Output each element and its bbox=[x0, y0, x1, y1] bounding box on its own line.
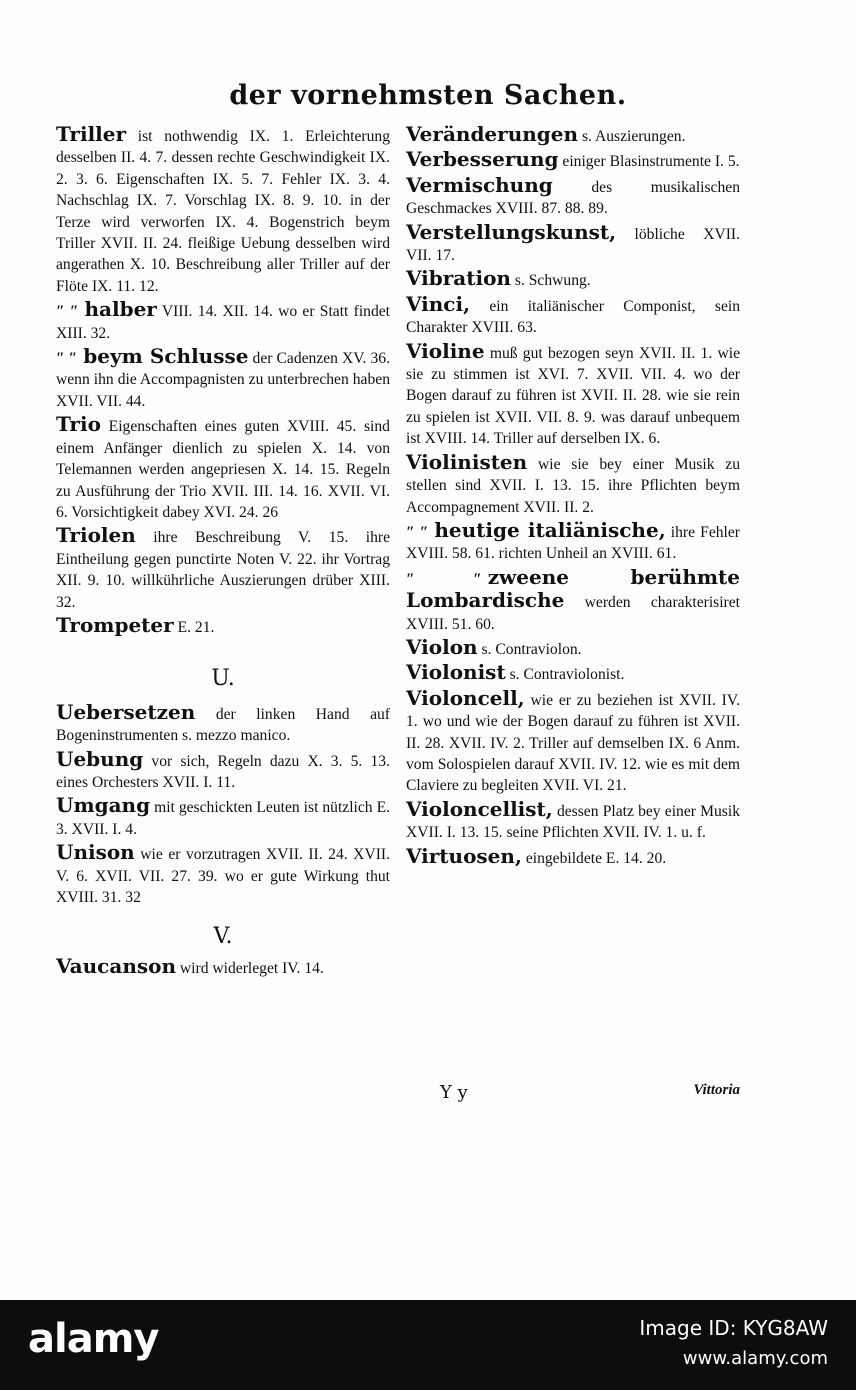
index-entry bbox=[56, 842, 390, 908]
index-entry bbox=[56, 612, 390, 638]
ditto-mark: ″ ″ bbox=[56, 303, 79, 321]
entry-headword: Violoncell, bbox=[406, 685, 525, 710]
entry-headword: Unison bbox=[56, 840, 135, 865]
entry-headword: Verstellungskunst, bbox=[406, 219, 617, 244]
section-letter-u: U. bbox=[211, 666, 235, 692]
entry-text: ein italiänischer Componist, sein Charakter XVIII. 63. bbox=[406, 297, 740, 337]
entry-text: werden charakterisiret XVIII. 51. 60. bbox=[406, 594, 740, 633]
entry-headword: zweene berühmte Lombardische bbox=[406, 564, 740, 613]
entry-text: wie er vorzutragen XVII. II. 24. XVII. V. 6. XVII. VII. 27. 39. wo er gute Wirkung thut XVIII. 31. 32 bbox=[56, 846, 390, 906]
entry-text: s. Contraviolonist. bbox=[509, 666, 625, 684]
entry-headword: Violon bbox=[406, 634, 478, 659]
entry-headword: Veränderungen bbox=[406, 122, 579, 146]
entry-headword: Vermischung bbox=[406, 172, 553, 197]
entry-headword: Violonist bbox=[406, 660, 506, 685]
entry-headword: Trompeter bbox=[56, 612, 174, 637]
entry-headword: Vinci, bbox=[406, 291, 471, 316]
entry-headword: Uebung bbox=[56, 746, 144, 771]
entry-text: dessen Platz bey einer Musik XVII. I. 13. 15. seine Pflichten XVII. IV. 1. u. f. bbox=[406, 802, 741, 842]
entry-headword: Violine bbox=[406, 338, 485, 363]
entry-headword: Verbesserung bbox=[406, 147, 559, 172]
entry-text: der Cadenzen XV. 36. wenn ihn die Accompagnisten zu unterbrechen haben XVII. VII. 44. bbox=[56, 350, 391, 410]
entry-headword: Vaucanson bbox=[56, 953, 176, 978]
watermark-url: www.alamy.com bbox=[682, 1348, 828, 1369]
entry-text: ihre Beschreibung V. 15. ihre Eintheilung gegen punctirte Noten V. 22. ihr Vortrag XII. 9. 10. willkührliche Auszierungen drüber XIII. 32. bbox=[56, 529, 390, 611]
entry-text: ihre Fehler XVIII. 58. 61. richten Unheil an XVIII. 61. bbox=[406, 523, 740, 563]
index-entry bbox=[56, 699, 390, 747]
entry-text: löbliche XVII. VII. 17. bbox=[406, 225, 740, 265]
entry-text: ist nothwendig IX. 1. Erleichterung desselben II. 4. 7. dessen rechte Geschwindigkeit IX. 2. 3. 6. Eigenschaften IX. 5. 7. Fehler IX. 3. 4. Nachschlag IX. 7. Vorschlag IX. 8. 9. 10. in der Terze wird verworfen IX. 4. Bogenstrich beym Triller XVII. II. 24. fleißige Uebung desselben wird angerathen X. 10. Beschreibung aller Triller auf der Flöte IX. 11. 12. bbox=[56, 128, 390, 295]
section-letter-v: V. bbox=[213, 924, 233, 950]
entry-text: s. Contraviolon. bbox=[481, 640, 582, 658]
entry-headword: heutige italiänische, bbox=[434, 517, 666, 542]
entry-text: eingebildete E. 14. 20. bbox=[525, 849, 667, 867]
index-entry bbox=[56, 953, 390, 979]
index-entry bbox=[406, 843, 740, 869]
entry-headword: Violoncellist, bbox=[406, 796, 553, 821]
index-entry bbox=[406, 634, 740, 660]
entry-text: VIII. 14. XII. 14. wo er Statt findet XIII. 32. bbox=[56, 303, 390, 342]
index-entry bbox=[56, 414, 390, 523]
index-entry bbox=[406, 219, 740, 267]
watermark-logo: alamy bbox=[28, 1316, 159, 1362]
entry-text: des musikalischen Geschmackes XVIII. 87. 88. 89. bbox=[406, 178, 740, 218]
entry-text: s. Auszierungen. bbox=[581, 128, 686, 145]
running-head: der vornehmsten Sachen. bbox=[229, 80, 627, 111]
ditto-mark: ″ ″ bbox=[406, 523, 429, 541]
index-entry bbox=[406, 685, 741, 797]
ditto-mark: ″ ″ bbox=[406, 570, 482, 588]
index-entry bbox=[56, 346, 390, 412]
entry-text: E. 21. bbox=[177, 618, 215, 636]
index-entry bbox=[406, 564, 740, 635]
watermark-banner bbox=[0, 1300, 856, 1390]
entry-headword: Triller bbox=[56, 122, 127, 146]
entry-text: einiger Blasinstrumente I. 5. bbox=[562, 153, 740, 171]
signature-mark: Y y bbox=[440, 1082, 468, 1103]
index-entry bbox=[406, 449, 740, 518]
entry-headword: halber bbox=[84, 297, 157, 322]
right-column bbox=[406, 124, 740, 871]
watermark-image-id: Image ID: KYG8AW bbox=[639, 1316, 828, 1340]
index-entry bbox=[406, 172, 740, 220]
index-entry bbox=[406, 338, 740, 450]
entry-text: wie sie bey einer Musik zu stellen sind XVII. I. 13. 15. ihre Pflichten beym Accompagnement XVII. II. 2. bbox=[406, 455, 740, 516]
index-entry bbox=[406, 517, 740, 565]
index-entry bbox=[406, 149, 740, 172]
catchword: Vittoria bbox=[693, 1082, 740, 1098]
entry-headword: Triolen bbox=[56, 523, 136, 548]
entry-headword: Virtuosen, bbox=[406, 843, 522, 868]
entry-headword: Uebersetzen bbox=[56, 699, 196, 724]
entry-text: vor sich, Regeln dazu X. 3. 5. 13. eines Orchesters XVII. I. 11. bbox=[56, 752, 390, 791]
index-entry bbox=[56, 746, 390, 794]
index-entry bbox=[406, 291, 740, 339]
entry-headword: beym Schlusse bbox=[83, 344, 249, 369]
index-entry bbox=[56, 299, 390, 344]
entry-text: s. Schwung. bbox=[514, 272, 591, 290]
entry-text: der linken Hand auf Bogeninstrumenten s. mezzo manico. bbox=[56, 705, 390, 745]
entry-headword: Violinisten bbox=[406, 449, 528, 474]
entry-text: mit geschickten Leuten ist nützlich E. 3. XVII. I. 4. bbox=[56, 799, 391, 838]
index-entry bbox=[56, 525, 390, 613]
left-column bbox=[56, 124, 390, 981]
entry-text: wird widerleget IV. 14. bbox=[179, 959, 324, 977]
index-entry bbox=[56, 795, 390, 840]
entry-headword: Umgang bbox=[56, 793, 151, 818]
entry-text: muß gut bezogen seyn XVII. II. 1. wie sie zu stimmen ist XVI. 7. XVII. VII. 4. wo der Bogen darauf zu führen ist XVII. II. 28. wie sie rein zu spielen ist XVII. VII. 8. 9. was darauf unbequem ist XVIII. 14. Triller auf derselben IX. 6. bbox=[406, 344, 740, 448]
ditto-mark: ″ ″ bbox=[56, 350, 78, 368]
entry-headword: Trio bbox=[56, 412, 101, 437]
index-entry bbox=[406, 268, 740, 291]
index-entry bbox=[406, 796, 741, 844]
index-entry bbox=[406, 662, 740, 685]
entry-text: wie er zu beziehen ist XVII. IV. 1. wo und wie der Bogen darauf zu führen ist XVII. II. 28. XVII. IV. 2. Triller auf demselben IX. 6 Anm. vom Solospielen darauf XVII. IV. 12. wie es mit dem Claviere zu begleiten XVII. VI. 21. bbox=[406, 691, 741, 795]
index-entry bbox=[56, 124, 390, 297]
entry-headword: Vibration bbox=[406, 266, 511, 291]
entry-text: Eigenschaften eines guten XVIII. 45. sind einem Anfänger dienlich zu spielen X. 14. von Telemannen werden angepriesen X. 14. 15. Regeln zu Ausführung der Trio XVII. III. 14. 16. XVII. VI. 6. Vorsichtigkeit dabey XVI. 24. 26 bbox=[56, 418, 390, 521]
index-entry bbox=[406, 124, 740, 147]
